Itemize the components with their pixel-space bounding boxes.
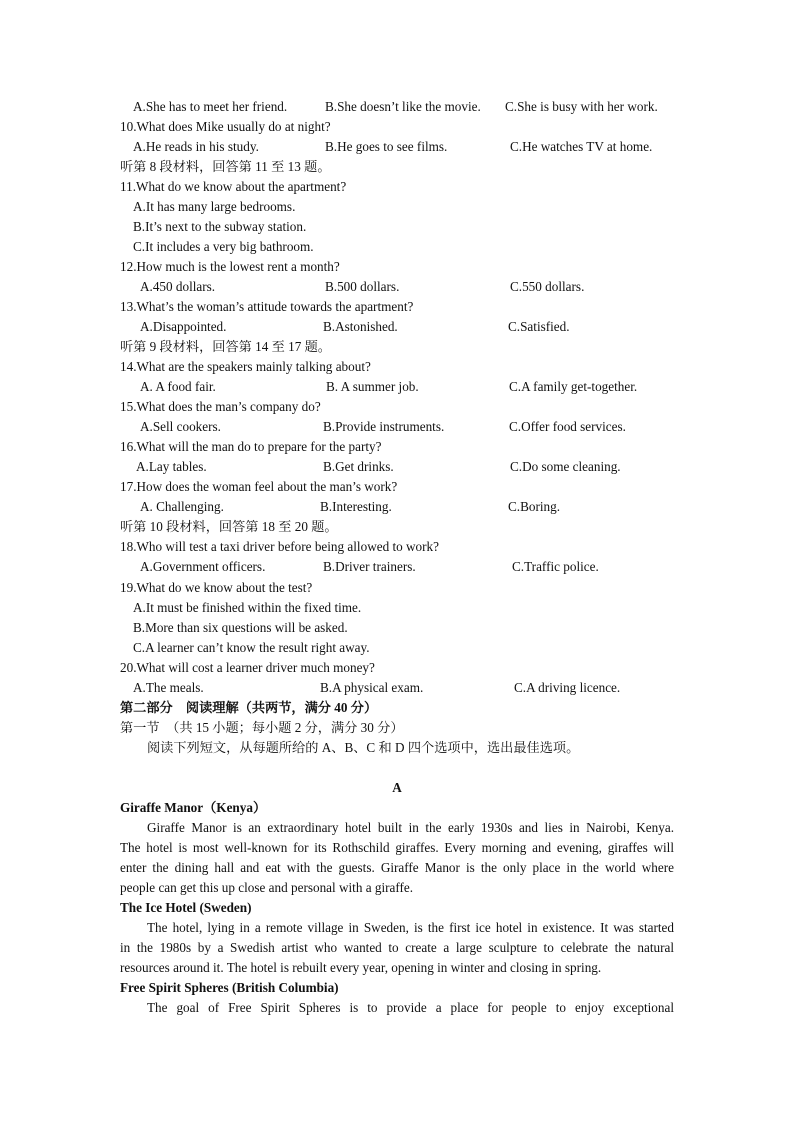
q14-option-a: A. A food fair. [140, 379, 216, 394]
q12-stem: 12.How much is the lowest rent a month? [120, 259, 340, 274]
q15-stem: 15.What does the man’s company do? [120, 399, 321, 414]
section10-instruction: 听第 10 段材料，回答第 18 至 20 题。 [120, 519, 338, 534]
q10-option-b: B.He goes to see films. [325, 139, 448, 154]
passage-p2-line1: The hotel, lying in a remote village in Sweden, is the first ice hotel in existence. It was started [147, 920, 674, 935]
part2-section1: 第一节 （共 15 小题；每小题 2 分，满分 30 分） [120, 720, 404, 735]
q17-option-a: A. Challenging. [140, 499, 224, 514]
q19-option-b: B.More than six questions will be asked. [133, 620, 348, 635]
q17-stem: 17.How does the woman feel about the man’s work? [120, 479, 398, 494]
q14-option-b: B. A summer job. [326, 379, 419, 394]
section8-instruction: 听第 8 段材料，回答第 11 至 13 题。 [120, 159, 331, 174]
passage-p2-line2: in the 1980s by a Swedish artist who wanted to create a large sculpture to celebrate the natural [120, 940, 674, 955]
section9-instruction: 听第 9 段材料，回答第 14 至 17 题。 [120, 339, 331, 354]
q20-option-a: A.The meals. [133, 680, 204, 695]
q12-option-c: C.550 dollars. [510, 279, 585, 294]
part2-heading: 第二部分 阅读理解（共两节，满分 40 分） [120, 700, 378, 715]
q15-option-b: B.Provide instruments. [323, 419, 445, 434]
q16-option-b: B.Get drinks. [323, 459, 394, 474]
q11-option-c: C.It includes a very big bathroom. [133, 239, 314, 254]
q19-stem: 19.What do we know about the test? [120, 580, 313, 595]
q18-option-c: C.Traffic police. [512, 559, 599, 574]
passage-heading-giraffe-manor: Giraffe Manor（Kenya） [120, 800, 267, 815]
q10-stem: 10.What does Mike usually do at night? [120, 119, 331, 134]
q16-stem: 16.What will the man do to prepare for the party? [120, 439, 382, 454]
q19-option-c: C.A learner can’t know the result right away. [133, 640, 370, 655]
q20-option-c: C.A driving licence. [514, 680, 621, 695]
q9-option-c: C.She is busy with her work. [505, 99, 658, 114]
q16-option-c: C.Do some cleaning. [510, 459, 621, 474]
passage-heading-free-spirit-spheres: Free Spirit Spheres (British Columbia) [120, 980, 339, 995]
passage-heading-ice-hotel: The Ice Hotel (Sweden) [120, 900, 252, 915]
q13-option-a: A.Disappointed. [140, 319, 227, 334]
q10-option-c: C.He watches TV at home. [510, 139, 653, 154]
passage-p1-line3: enter the dining hall and eat with the guests. Giraffe Manor is the only place in the world where [120, 860, 674, 875]
q19-option-a: A.It must be finished within the fixed time. [133, 600, 362, 615]
q11-option-b: B.It’s next to the subway station. [133, 219, 307, 234]
q11-option-a: A.It has many large bedrooms. [133, 199, 296, 214]
passage-p1-line2: The hotel is most well-known for its Rothschild giraffes. Every morning and evening, giraffes will [120, 840, 674, 855]
passage-p2-line3: resources around it. The hotel is rebuilt every year, opening in winter and closing in spring. [120, 960, 602, 975]
q11-stem: 11.What do we know about the apartment? [120, 179, 347, 194]
q17-option-b: B.Interesting. [320, 499, 392, 514]
q20-option-b: B.A physical exam. [320, 680, 424, 695]
q13-option-b: B.Astonished. [323, 319, 398, 334]
q18-option-a: A.Government officers. [140, 559, 266, 574]
q20-stem: 20.What will cost a learner driver much money? [120, 660, 375, 675]
q15-option-a: A.Sell cookers. [140, 419, 221, 434]
q9-option-a: A.She has to meet her friend. [133, 99, 288, 114]
q13-stem: 13.What’s the woman’s attitude towards the apartment? [120, 299, 414, 314]
q17-option-c: C.Boring. [508, 499, 561, 514]
passage-p1-line4: people can get this up close and personal with a giraffe. [120, 880, 414, 895]
q14-option-c: C.A family get-together. [509, 379, 638, 394]
q18-stem: 18.Who will test a taxi driver before being allowed to work? [120, 539, 439, 554]
q12-option-b: B.500 dollars. [325, 279, 400, 294]
passage-p3-line1: The goal of Free Spirit Spheres is to provide a place for people to enjoy exceptional [147, 1000, 674, 1015]
q16-option-a: A.Lay tables. [136, 459, 207, 474]
q12-option-a: A.450 dollars. [140, 279, 216, 294]
part2-instruction: 阅读下列短文，从每题所给的 A、B、C 和 D 四个选项中，选出最佳选项。 [147, 740, 580, 755]
passage-p1-line1: Giraffe Manor is an extraordinary hotel built in the early 1930s and lies in Nairobi, Kenya. [147, 820, 674, 835]
q10-option-a: A.He reads in his study. [133, 139, 259, 154]
q15-option-c: C.Offer food services. [509, 419, 626, 434]
q18-option-b: B.Driver trainers. [323, 559, 416, 574]
q14-stem: 14.What are the speakers mainly talking about? [120, 359, 371, 374]
q9-option-b: B.She doesn’t like the movie. [325, 99, 481, 114]
passage-label: A [392, 780, 402, 795]
q13-option-c: C.Satisfied. [508, 319, 570, 334]
